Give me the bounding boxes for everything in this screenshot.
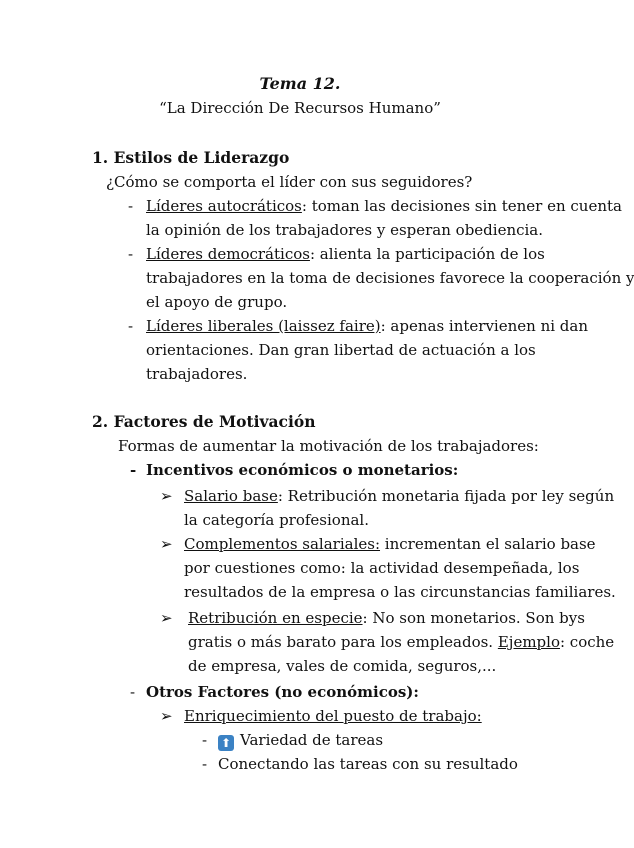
page-subtitle: “La Dirección De Recursos Humano”	[159, 99, 441, 117]
bullet-dash: -	[128, 197, 134, 215]
section-2-heading: 2. Factores de Motivación	[92, 412, 316, 431]
bullet-dash: -	[202, 731, 208, 749]
section-2-intro: Formas de aumentar la motivación de los trabajadores:	[118, 437, 539, 455]
list-item: Líderes autocráticos: toman las decisiones sin tener en cuenta	[146, 197, 622, 215]
list-item-continuation: el apoyo de grupo.	[146, 293, 288, 311]
example-label: Ejemplo	[497, 633, 560, 651]
arrow-bullet-icon: ➢	[160, 535, 173, 553]
term-enriquecimiento: Enriquecimiento del puesto de trabajo:	[184, 707, 482, 725]
list-item-continuation: de empresa, vales de comida, seguros,...	[188, 657, 497, 675]
list-item-continuation: gratis o más barato para los empleados. Ejemplo: coche	[188, 633, 615, 651]
term-liberales: Líderes liberales (laissez faire)	[146, 317, 381, 335]
bullet-dash: -	[128, 245, 134, 263]
arrow-bullet-icon: ➢	[160, 487, 173, 505]
subsection-other-heading: Otros Factores (no económicos):	[146, 683, 419, 701]
bullet-dash: -	[202, 755, 208, 773]
list-item-continuation: trabajadores.	[146, 365, 248, 383]
section-1-heading: 1. Estilos de Liderazgo	[92, 148, 290, 167]
section-1-question: ¿Cómo se comporta el líder con sus seguidores?	[106, 173, 473, 191]
bullet-dash: -	[130, 461, 137, 479]
page-title: Tema 12.	[259, 74, 341, 93]
list-item: Conectando las tareas con su resultado	[218, 755, 518, 773]
list-item: Complementos salariales: incrementan el salario base	[184, 535, 596, 553]
bullet-dash: -	[128, 317, 134, 335]
list-item-continuation: trabajadores en la toma de decisiones favorece la cooperación y	[146, 269, 634, 287]
list-item-continuation: por cuestiones como: la actividad desempeñada, los	[184, 559, 580, 577]
list-item-continuation: orientaciones. Dan gran libertad de actuación a los	[146, 341, 536, 359]
list-item: Salario base: Retribución monetaria fijada por ley según	[184, 487, 615, 505]
list-item-continuation: resultados de la empresa o las circunstancias familiares.	[184, 583, 616, 601]
list-item: Líderes democráticos: alienta la participación de los	[146, 245, 545, 263]
list-item: ⬆ Variedad de tareas	[218, 728, 383, 752]
arrow-bullet-icon: ➢	[160, 707, 173, 725]
term-democraticos: Líderes democráticos	[146, 245, 310, 263]
list-item: Líderes liberales (laissez faire): apenas intervienen ni dan	[146, 317, 589, 335]
list-item-continuation: la opinión de los trabajadores y esperan obediencia.	[146, 221, 544, 239]
term-autocraticos: Líderes autocráticos	[146, 197, 302, 215]
list-item: Retribución en especie: No son monetarios. Son bys	[188, 609, 585, 627]
term-complementos: Complementos salariales:	[184, 535, 381, 553]
term-salario-base: Salario base	[184, 487, 278, 505]
term-retribucion-especie: Retribución en especie	[188, 609, 363, 627]
list-item-continuation: la categoría profesional.	[184, 511, 369, 529]
bullet-dash: -	[130, 683, 136, 701]
subsection-economic-heading: Incentivos económicos o monetarios:	[146, 461, 459, 479]
arrow-bullet-icon: ➢	[160, 609, 173, 627]
up-arrow-icon: ⬆	[218, 735, 234, 751]
